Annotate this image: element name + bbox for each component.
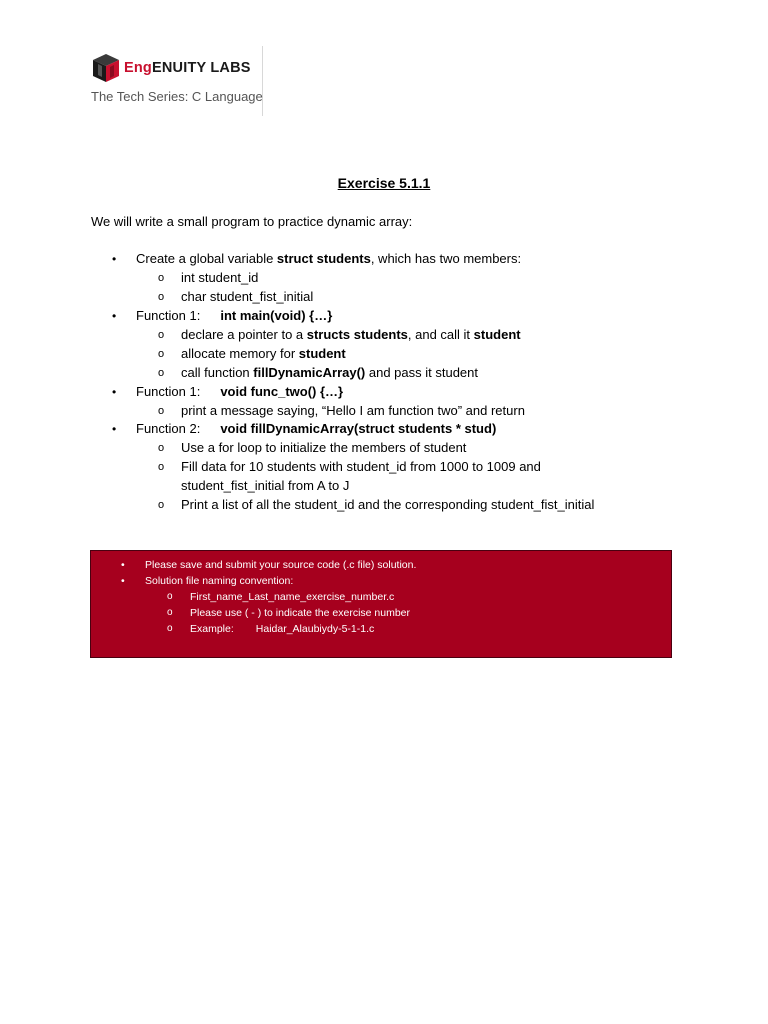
circle-bullet-icon: o <box>158 271 165 284</box>
sub-list-item: o char student_fist_initial <box>0 288 768 307</box>
circle-bullet-icon: o <box>158 290 165 303</box>
sub-list-item: o call function fillDynamicArray() and pass it student <box>0 364 768 383</box>
list-item: • Function 1: int main(void) {…} <box>0 307 768 326</box>
notice-sub-item: o Example: Haidar_Alaubiydy-5-1-1.c <box>167 623 375 635</box>
notice-sub-item: o Please use ( - ) to indicate the exercise number <box>167 607 411 619</box>
intro-text: We will write a small program to practice dynamic array: <box>91 214 413 229</box>
notice-sub-item: o First_name_Last_name_exercise_number.c <box>167 591 395 603</box>
exercise-title: Exercise 5.1.1 <box>337 175 431 191</box>
instruction-list <box>0 250 768 515</box>
circle-bullet-icon: o <box>158 328 165 341</box>
bullet-icon: • <box>112 308 117 323</box>
cube-logo-icon <box>92 53 120 83</box>
circle-bullet-icon: o <box>158 499 165 512</box>
sub-list-item: o Use a for loop to initialize the members of student <box>0 439 768 458</box>
sub-list-item: o allocate memory for student <box>0 345 768 364</box>
series-tagline: The Tech Series: C Language <box>91 89 263 104</box>
sub-list-item: o Print a list of all the student_id and the corresponding student_fist_initial <box>0 496 768 515</box>
bullet-icon: • <box>112 384 117 399</box>
submission-notice-box <box>90 550 672 658</box>
circle-bullet-icon: o <box>158 366 165 379</box>
list-item: • Function 2: void fillDynamicArray(struct students * stud) <box>0 420 768 439</box>
sub-list-item-continuation: student_fist_initial from A to J <box>181 478 350 494</box>
circle-bullet-icon: o <box>158 404 165 417</box>
circle-bullet-icon: o <box>167 607 173 618</box>
bullet-icon: • <box>121 575 125 587</box>
bullet-icon: • <box>112 422 117 437</box>
sub-list-item: o declare a pointer to a structs students, and call it student <box>0 326 768 345</box>
notice-item: • Solution file naming convention: <box>121 575 294 587</box>
sub-list-item: o int student_id <box>0 269 768 288</box>
circle-bullet-icon: o <box>158 461 165 474</box>
bullet-icon: • <box>121 559 125 571</box>
circle-bullet-icon: o <box>167 591 173 602</box>
sub-list-item: o print a message saying, “Hello I am function two” and return <box>0 402 768 421</box>
company-logo <box>92 52 251 84</box>
header-divider <box>262 46 263 116</box>
logo-labs-text: ENUITY LABS <box>152 60 251 76</box>
example-filename: Haidar_Alaubiydy-5-1-1.c <box>255 623 375 635</box>
circle-bullet-icon: o <box>167 623 173 634</box>
circle-bullet-icon: o <box>158 347 165 360</box>
sub-list-item: o Fill data for 10 students with student_id from 1000 to 1009 and <box>0 458 768 477</box>
list-item: • Function 1: void func_two() {…} <box>0 383 768 402</box>
list-item: • Create a global variable struct students, which has two members: <box>0 250 768 269</box>
bullet-icon: • <box>112 252 117 266</box>
notice-item: • Please save and submit your source code (.c file) solution. <box>121 559 417 571</box>
logo-eng-text: Eng <box>124 60 152 76</box>
circle-bullet-icon: o <box>158 442 165 455</box>
